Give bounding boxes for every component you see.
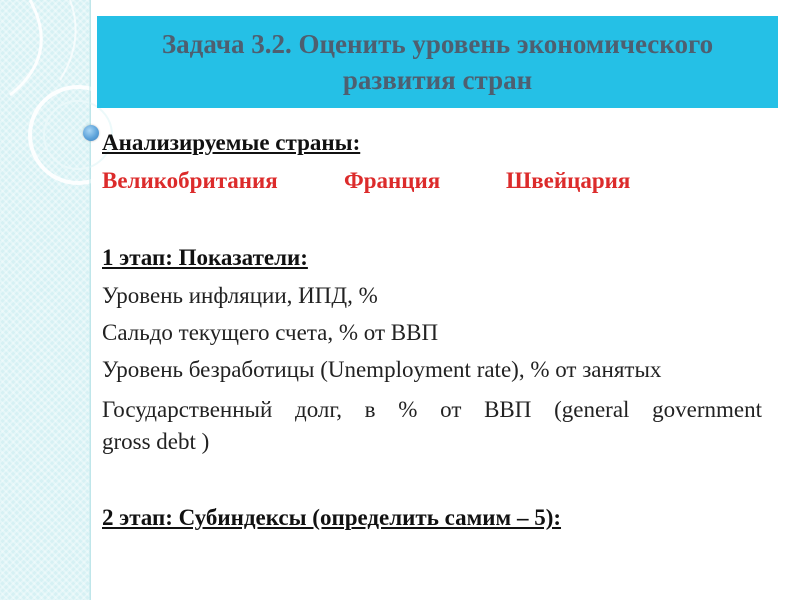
indicator-unemployment: Уровень безработицы (Unemployment rate), % от занятых (102, 357, 662, 382)
indicator-current-account: Сальдо текущего счета, % от ВВП (102, 320, 439, 345)
slide-title-line-1: Задача 3.2. Оценить уровень экономического (161, 29, 714, 59)
debt-word: ВВП (484, 397, 532, 422)
debt-word: долг, (295, 397, 342, 422)
countries-heading: Анализируемые страны: (102, 130, 361, 155)
debt-word: government (652, 397, 762, 422)
debt-word: (general (554, 397, 630, 422)
debt-word: от (440, 397, 462, 422)
country-switzerland: Швейцария (506, 168, 631, 193)
stage2-heading: 2 этап: Субиндексы (определить самим – 5): (102, 505, 562, 530)
indicator-debt-line-2: gross debt ) (102, 429, 210, 454)
decorative-side-band (0, 0, 91, 600)
debt-word: в (364, 397, 376, 422)
country-france: Франция (344, 168, 441, 193)
slide-title-line-2: развития стран (342, 65, 533, 95)
slide-title-box (97, 16, 778, 108)
indicator-debt-line-1 (102, 395, 762, 425)
bullet-dot-icon (83, 125, 99, 141)
debt-word: % (398, 397, 418, 422)
debt-word: Государственный (102, 397, 273, 422)
country-uk: Великобритания (102, 168, 278, 193)
indicator-inflation: Уровень инфляции, ИПД, % (102, 283, 378, 308)
stage1-heading: 1 этап: Показатели: (102, 245, 308, 270)
